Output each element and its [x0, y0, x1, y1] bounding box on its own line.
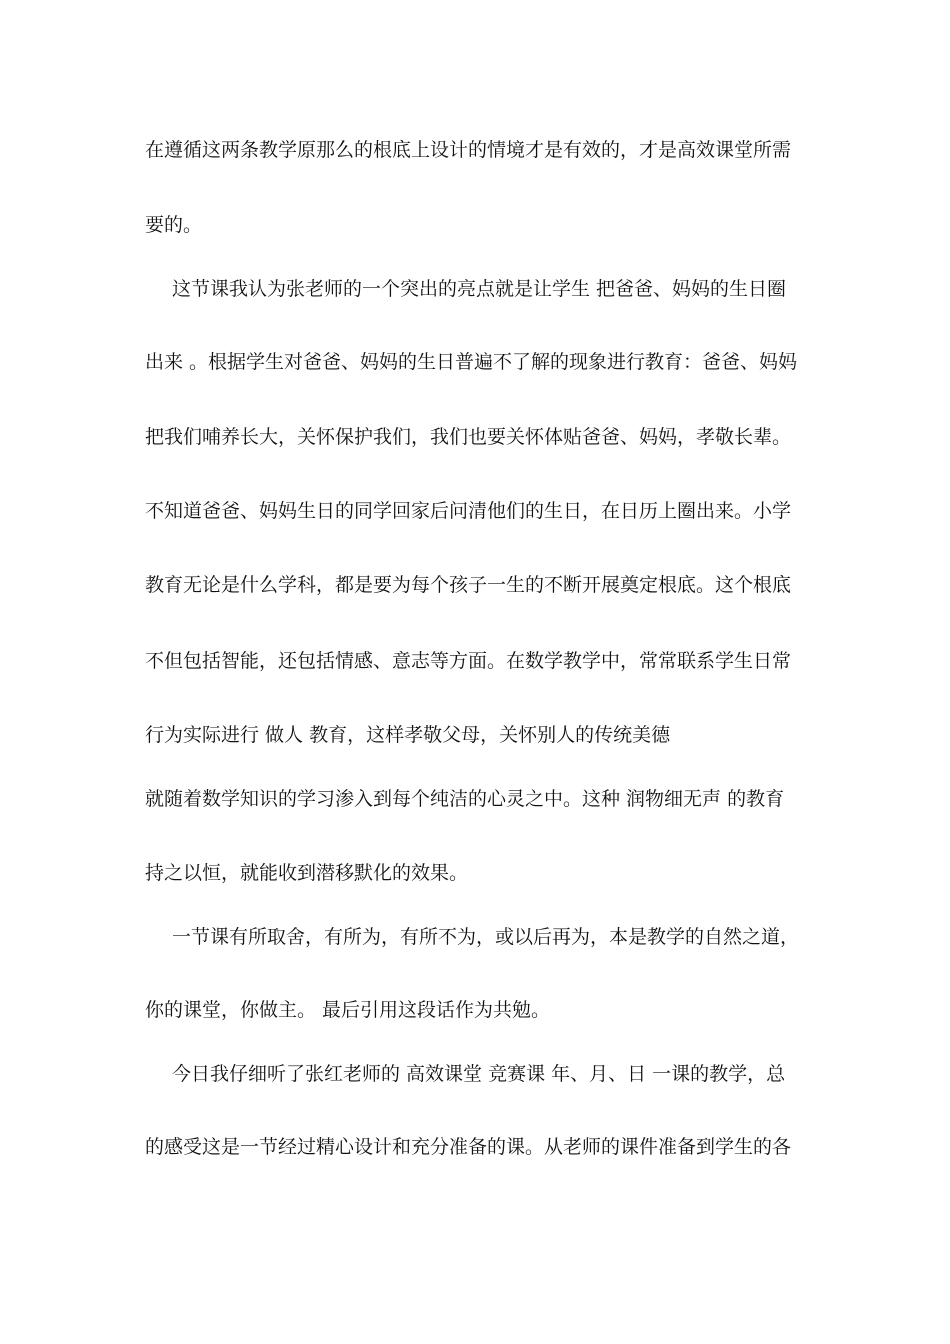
text-line: 不但包括智能，还包括情感、意志等方面。在数学教学中，常常联系学生日常	[145, 650, 792, 672]
text-line: 要的。	[145, 214, 203, 236]
text-line: 不知道爸爸、妈妈生日的同学回家后问清他们的生日，在日历上圈出来。小学	[145, 500, 792, 522]
text-line: 的感受这是一节经过精心设计和充分准备的课。从老师的课件准备到学生的各	[145, 1136, 792, 1158]
text-line: 持之以恒，就能收到潜移默化的效果。	[145, 862, 469, 884]
text-line: 把我们哺养长大，关怀保护我们，我们也要关怀体贴爸爸、妈妈，孝敬长辈。	[145, 426, 792, 448]
text-line: 在遵循这两条教学原那么的根底上设计的情境才是有效的，才是高效课堂所需	[145, 139, 792, 161]
text-line: 你的课堂，你做主。 最后引用这段话作为共勉。	[145, 999, 551, 1021]
paragraph-start-line: 一节课有所取舍，有所为，有所不为，或以后再为，本是教学的自然之道，	[172, 926, 800, 948]
paragraph-start-line: 今日我仔细听了张红老师的 高效课堂 竞赛课 年、月、日 一课的教学，总	[172, 1063, 786, 1085]
text-line: 教育无论是什么学科，都是要为每个孩子一生的不断开展奠定根底。这个根底	[145, 574, 792, 596]
text-line: 行为实际进行 做人 教育，这样孝敬父母，关怀别人的传统美德	[145, 724, 671, 746]
text-line: 出来 。根据学生对爸爸、妈妈的生日普遍不了解的现象进行教育：爸爸、妈妈	[145, 351, 798, 373]
text-line: 就随着数学知识的学习渗入到每个纯洁的心灵之中。这种 润物细无声 的教育	[145, 788, 785, 810]
paragraph-start-line: 这节课我认为张老师的一个突出的亮点就是让学生 把爸爸、妈妈的生日圈	[172, 278, 787, 300]
